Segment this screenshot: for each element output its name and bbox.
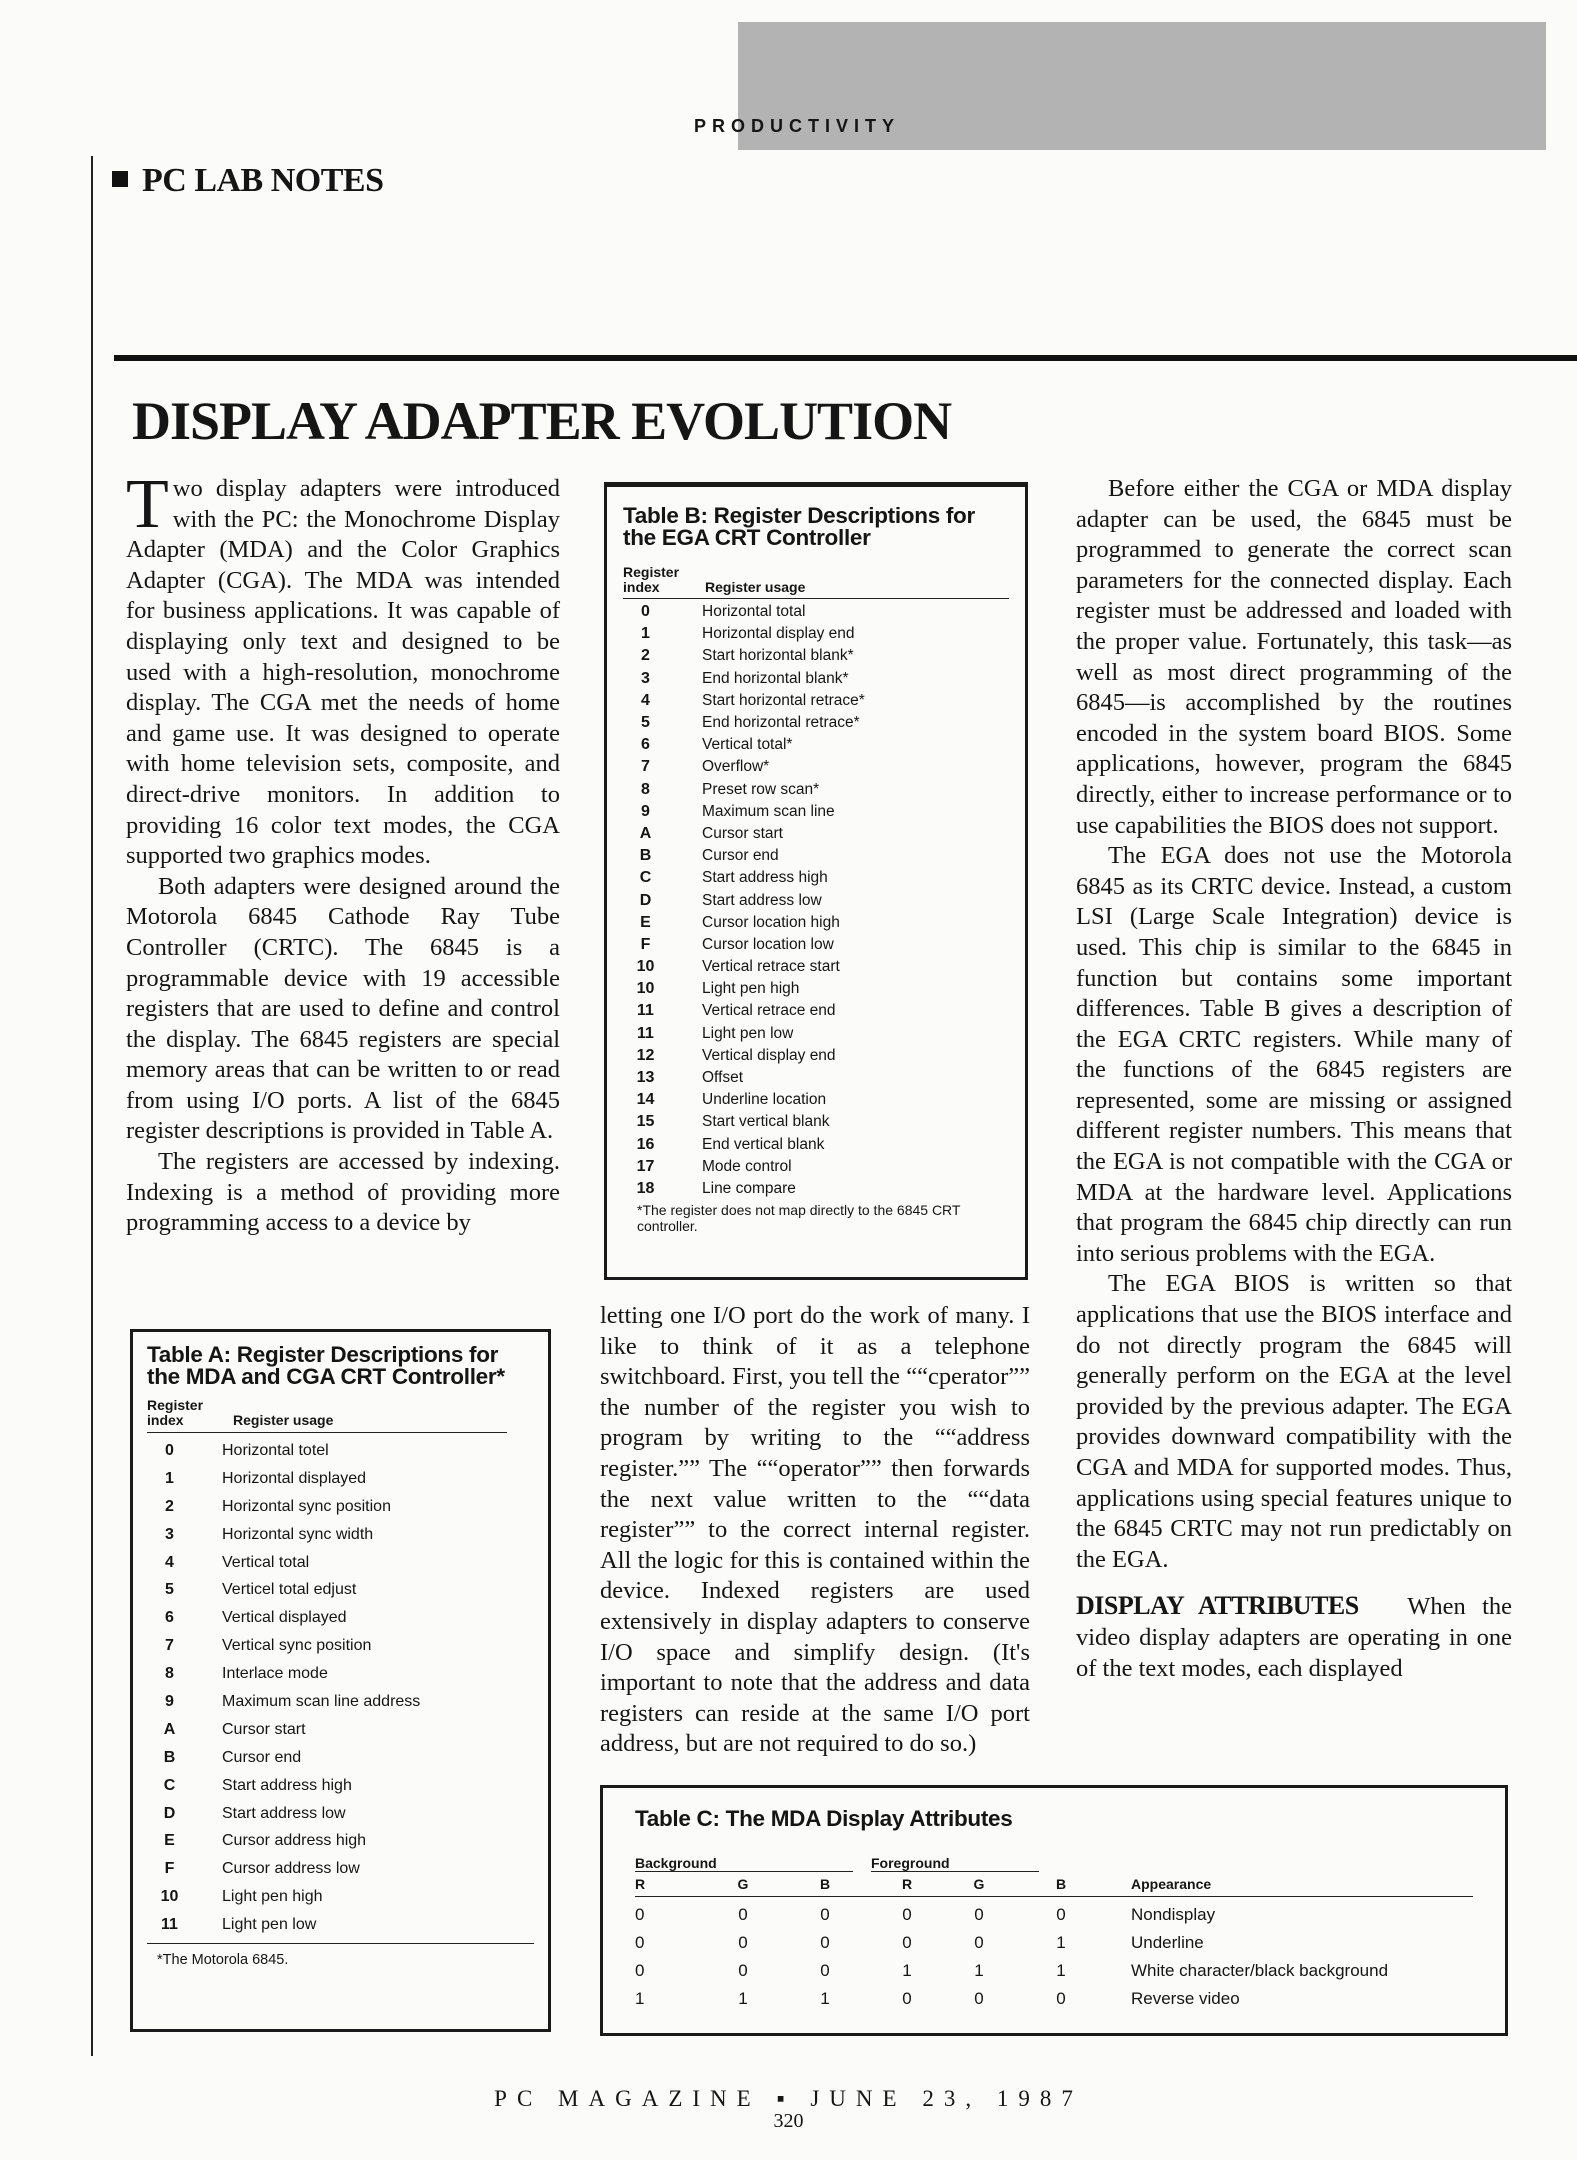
paragraph: DISPLAY ATTRIBUTES When the video display adapters are operating in one of the text modes, each displayed <box>1076 1591 1512 1682</box>
table-row <box>147 1716 534 1744</box>
column-title <box>112 162 384 200</box>
table-c <box>600 1785 1508 2036</box>
register-index: F <box>164 1860 175 1878</box>
paragraph: The EGA BIOS is written so that applications that use the BIOS interface and do not directly program the 6845 will generally perform on the EGA at the level provided by the previous adapter. The EGA provides downward compatibility with the CGA and MDA for supported modes. Thus, applications using special features unique to the 6845 CRTC may not run predictably on the EGA. <box>1076 1270 1512 1573</box>
table-footnote: *The register does not map directly to the 6845 CRT controller. <box>637 1202 961 1235</box>
table-row <box>147 1688 534 1716</box>
register-index: 15 <box>636 1113 655 1131</box>
table-row <box>623 823 1009 845</box>
register-usage: Preset row scan* <box>702 780 820 798</box>
table-a <box>130 1329 551 2032</box>
register-index: 9 <box>641 802 650 820</box>
register-index: 10 <box>160 1888 179 1906</box>
register-usage: Offset <box>702 1069 744 1087</box>
register-usage: Cursor end <box>702 847 779 865</box>
table-header <box>635 1872 1473 1897</box>
table-row <box>623 912 1009 934</box>
register-usage: Vertical retrace end <box>702 1002 836 1020</box>
register-usage: Cursor end <box>222 1748 302 1766</box>
table-row <box>623 1023 1009 1045</box>
register-usage: Horizontal displayed <box>222 1469 367 1487</box>
register-usage: Start horizontal blank* <box>702 647 854 665</box>
attribute-bit-fg-r: 1 <box>902 1961 912 1980</box>
register-index: 4 <box>165 1553 174 1571</box>
register-index: 9 <box>165 1692 174 1710</box>
register-usage: Start address low <box>222 1804 346 1822</box>
register-index: 13 <box>636 1069 655 1087</box>
table-row <box>623 623 1009 645</box>
register-index: 1 <box>641 625 650 643</box>
paragraph: The EGA does not use the Motorola 6845 as its CRTC device. Instead, a custom LSI (Large Scale Integration) device is used. This chip is similar to the 6845 in function but contains some important differences. Table B gives a description of the EGA CRTC registers. While many of the functions of the 6845 registers are represented, some are missing or assigned different register numbers. This means that the EGA is not compatible with the CGA or MDA at the hardware level. Applications that program the 6845 chip directly can run into serious problems with the EGA. <box>1076 842 1512 1267</box>
square-bullet-icon <box>112 171 128 187</box>
attribute-bit-fg-r: 0 <box>902 1989 912 2008</box>
column-header-bg-b: B <box>819 1876 831 1892</box>
register-index: 11 <box>637 1024 654 1042</box>
table-row <box>623 734 1009 756</box>
table-row <box>147 1632 534 1660</box>
page-folio: PC MAGAZINE ▪ JUNE 23, 1987 <box>494 2086 1083 2111</box>
register-usage: Cursor location low <box>702 935 834 953</box>
table-row <box>147 1800 534 1828</box>
table-row <box>623 601 1009 623</box>
table-title: Table A: Register Descriptions for the MDA and CGA CRT Controller* <box>147 1342 505 1389</box>
table-row <box>147 1521 534 1549</box>
register-index: 8 <box>641 780 650 798</box>
attribute-bit-fg-r: 0 <box>902 1905 912 1924</box>
register-index: 6 <box>165 1609 174 1627</box>
register-index: D <box>163 1804 176 1822</box>
attribute-bit-fg-b: 0 <box>1056 1905 1066 1924</box>
column-header-bg-r: R <box>635 1876 646 1892</box>
table-row <box>623 1000 1009 1022</box>
register-index: 1 <box>165 1469 174 1487</box>
table-row <box>623 690 1009 712</box>
table-row <box>147 1772 534 1800</box>
register-usage: Start vertical blank <box>702 1113 830 1131</box>
group-header-background: Background <box>635 1856 853 1872</box>
register-index: 0 <box>641 603 650 621</box>
register-usage: Vertical total* <box>702 736 793 754</box>
table-row <box>623 1156 1009 1178</box>
register-usage: Cursor location high <box>702 913 840 931</box>
attribute-bit-bg-b: 0 <box>820 1961 830 1980</box>
paragraph: Two display adapters were introduced with the PC: the Monochrome Display Adapter (MDA) and the Color Graphics Adapter (CGA). The MDA was intended for business applications. It was capable of displaying only text and designed to be used with a high-resolution, monochrome display. The CGA met the needs of home and game use. It was designed to operate with home television sets, composite, and direct-drive monitors. In addition to providing 16 color text modes, the CGA supported two graphics modes. <box>126 466 560 870</box>
register-usage: Start address high <box>702 869 828 887</box>
article-top-rule <box>114 355 1577 361</box>
register-index: 4 <box>641 691 650 709</box>
attribute-bit-bg-b: 0 <box>820 1905 830 1924</box>
register-usage: Mode control <box>702 1157 792 1175</box>
column-header-index: Register index <box>147 1397 204 1428</box>
table-row <box>623 956 1009 978</box>
article-column-3 <box>1076 474 1512 1684</box>
register-usage: Horizontal totel <box>222 1441 329 1459</box>
table-row <box>623 801 1009 823</box>
register-index: C <box>163 1776 176 1794</box>
register-index: E <box>164 1832 175 1850</box>
table-row <box>147 1493 534 1521</box>
register-index: 7 <box>165 1637 174 1655</box>
register-index: E <box>640 913 651 931</box>
group-header-foreground: Foreground <box>871 1856 1039 1872</box>
register-usage: Horizontal sync width <box>222 1525 374 1543</box>
register-usage: End horizontal blank* <box>702 669 849 687</box>
table-group-header <box>635 1856 1473 1872</box>
page-number: 320 <box>773 2110 804 2132</box>
column-title-text: PC LAB NOTES <box>142 162 384 199</box>
table-row <box>623 1089 1009 1111</box>
register-index: 10 <box>636 980 655 998</box>
table-row <box>623 1178 1009 1200</box>
attribute-bit-bg-g: 0 <box>738 1961 748 1980</box>
register-usage: Underline location <box>702 1091 827 1109</box>
table-row <box>623 645 1009 667</box>
register-index: A <box>163 1720 176 1738</box>
register-index: F <box>640 935 651 953</box>
register-usage: Vertical displayed <box>222 1609 347 1627</box>
attribute-bit-bg-b: 0 <box>820 1933 830 1952</box>
subhead: DISPLAY ATTRIBUTES <box>1076 1591 1359 1621</box>
paragraph: letting one I/O port do the work of many. I like to think of it as a telephone switchboard. First, you tell the ““cperator”” the number of the register you wish to program by writing to the ““address register.”” The ““operator”” then forwards the next value written to the ““data register”” to the correct internal register. All the logic for this is contained within the device. Indexed registers are used extensively in display adapters to conserve I/O space and simplify design. (It's important to note that the address and data registers can reside at the same I/O port address, but are not required to do so.) <box>600 1302 1030 1758</box>
register-usage: Start horizontal retrace* <box>702 691 865 709</box>
register-index: 16 <box>636 1135 655 1153</box>
paragraph: The registers are accessed by indexing. Indexing is a method of providing more programming access to a device by <box>126 1148 560 1237</box>
attribute-appearance: Nondisplay <box>1131 1905 1216 1924</box>
register-usage: Light pen low <box>222 1916 317 1934</box>
paragraph: Both adapters were designed around the Motorola 6845 Cathode Ray Tube Controller (CRTC). The 6845 is a programmable device with 19 accessible registers that are used to define and control the display. The 6845 registers are special memory areas that can be written to or read from using I/O ports. A list of the 6845 register descriptions is provided in Table A. <box>126 872 560 1145</box>
table-row <box>147 1911 534 1939</box>
table-row <box>635 1957 1473 1985</box>
register-usage: Overflow* <box>702 758 770 776</box>
attribute-bit-bg-g: 0 <box>738 1933 748 1952</box>
table-row <box>147 1549 534 1577</box>
attribute-appearance: White character/black background <box>1131 1961 1389 1980</box>
table-row <box>147 1465 534 1493</box>
table-body <box>133 1433 548 1939</box>
register-index: 7 <box>641 758 650 776</box>
table-row <box>147 1883 534 1911</box>
attribute-bit-fg-b: 0 <box>1056 1989 1066 2008</box>
table-row <box>635 1901 1473 1929</box>
register-index: 6 <box>641 736 650 754</box>
register-index: 17 <box>636 1157 655 1175</box>
table-body <box>607 599 1025 1200</box>
column-header-fg-b: B <box>1055 1876 1067 1892</box>
attribute-bit-bg-b: 1 <box>820 1989 830 2008</box>
register-index: B <box>163 1748 176 1766</box>
register-usage: Maximum scan line address <box>222 1692 421 1710</box>
attribute-appearance: Reverse video <box>1131 1989 1240 2008</box>
register-usage: Start address high <box>222 1776 352 1794</box>
register-usage: Interlace mode <box>222 1665 328 1683</box>
attribute-bit-bg-r: 0 <box>635 1961 645 1980</box>
register-index: 8 <box>165 1665 174 1683</box>
register-usage: Verticel total edjust <box>222 1581 357 1599</box>
register-usage: Cursor address low <box>222 1860 360 1878</box>
register-usage: Light pen low <box>702 1024 794 1042</box>
register-index: 3 <box>641 669 650 687</box>
attribute-bit-fg-g: 0 <box>974 1933 984 1952</box>
table-row <box>623 1111 1009 1133</box>
table-row <box>623 668 1009 690</box>
register-index: 3 <box>165 1525 174 1543</box>
table-row <box>147 1437 534 1465</box>
register-index: D <box>639 891 652 909</box>
register-usage: Vertical sync position <box>222 1637 372 1655</box>
table-row <box>147 1604 534 1632</box>
register-usage: Light pen high <box>222 1888 323 1906</box>
table-row <box>623 978 1009 1000</box>
table-row <box>623 1067 1009 1089</box>
table-body <box>635 1897 1473 2013</box>
register-usage: Vertical display end <box>702 1046 836 1064</box>
column-header-fg-r: R <box>901 1876 913 1892</box>
attribute-bit-fg-r: 0 <box>902 1933 912 1952</box>
table-title: Table C: The MDA Display Attributes <box>635 1806 1013 1831</box>
attribute-bit-fg-g: 1 <box>974 1961 984 1980</box>
register-index: 5 <box>641 714 650 732</box>
article-column-1 <box>126 466 560 1239</box>
table-row <box>623 712 1009 734</box>
table-row <box>147 1744 534 1772</box>
paragraph: Before either the CGA or MDA display adapter can be used, the 6845 must be programmed to generate the correct scan parameters for the connected display. Each register must be addressed and loaded with the proper value. Fortunately, this task—as well as most direct programming of the 6845—is accomplished by the routines encoded in the system board BIOS. Some applications, however, program the 6845 directly, either to increase performance or to use capabilities the BIOS does not support. <box>1076 475 1512 839</box>
register-index: C <box>639 869 652 887</box>
table-row <box>635 1985 1473 2013</box>
table-row <box>147 1827 534 1855</box>
register-usage: Cursor address high <box>222 1832 367 1850</box>
column-header-usage: Register usage <box>233 1412 334 1428</box>
register-usage: Maximum scan line <box>702 802 835 820</box>
register-usage: Start address low <box>702 891 822 909</box>
attribute-bit-fg-g: 0 <box>974 1989 984 2008</box>
register-index: A <box>639 824 652 842</box>
register-usage: End vertical blank <box>702 1135 825 1153</box>
article-column-2 <box>600 1301 1030 1760</box>
column-vertical-rule <box>91 156 93 2056</box>
attribute-appearance: Underline <box>1131 1933 1204 1952</box>
column-header-fg-g: G <box>973 1876 985 1892</box>
table-row <box>147 1855 534 1883</box>
register-index: 18 <box>636 1179 655 1197</box>
attribute-bit-bg-r: 0 <box>635 1933 645 1952</box>
attribute-bit-fg-b: 1 <box>1056 1961 1066 1980</box>
table-row <box>147 1576 534 1604</box>
table-title: Table B: Register Descriptions for the EGA CRT Controller <box>623 503 975 550</box>
register-usage: End horizontal retrace* <box>702 714 860 732</box>
register-index: 5 <box>165 1581 174 1599</box>
table-row <box>623 934 1009 956</box>
register-index: 0 <box>165 1441 174 1459</box>
register-usage: Vertical retrace start <box>702 958 840 976</box>
register-index: 12 <box>636 1046 655 1064</box>
register-index: 11 <box>161 1916 178 1934</box>
register-usage: Cursor start <box>222 1720 306 1738</box>
table-row <box>147 1660 534 1688</box>
register-usage: Horizontal total <box>702 603 806 621</box>
attribute-bit-bg-r: 1 <box>635 1989 645 2008</box>
register-index: B <box>639 847 652 865</box>
column-header-bg-g: G <box>737 1876 749 1892</box>
register-index: 2 <box>641 647 650 665</box>
table-row <box>635 1929 1473 1957</box>
register-usage: Light pen high <box>702 980 800 998</box>
column-header-index: Register index <box>623 564 680 595</box>
table-row <box>623 867 1009 889</box>
register-usage: Cursor start <box>702 824 783 842</box>
table-header <box>623 565 1009 595</box>
register-usage: Horizontal display end <box>702 625 855 643</box>
drop-cap: T <box>126 466 169 543</box>
table-row <box>623 1134 1009 1156</box>
table-row <box>623 756 1009 778</box>
register-usage: Horizontal sync position <box>222 1497 391 1515</box>
table-footnote: *The Motorola 6845. <box>157 1952 289 1969</box>
attribute-bit-bg-g: 1 <box>738 1989 748 2008</box>
table-b <box>604 482 1028 1280</box>
register-index: 14 <box>636 1091 655 1109</box>
table-row <box>623 845 1009 867</box>
column-header-usage: Register usage <box>705 579 806 595</box>
attribute-bit-fg-g: 0 <box>974 1905 984 1924</box>
column-header-appearance: Appearance <box>1131 1876 1212 1892</box>
attribute-bit-fg-b: 1 <box>1056 1933 1066 1952</box>
register-index: 2 <box>165 1497 174 1515</box>
table-row <box>623 779 1009 801</box>
register-usage: Line compare <box>702 1179 796 1197</box>
table-row <box>623 889 1009 911</box>
table-row <box>623 1045 1009 1067</box>
section-kicker: PRODUCTIVITY <box>694 116 901 136</box>
table-header <box>147 1398 534 1428</box>
attribute-bit-bg-r: 0 <box>635 1905 645 1924</box>
attribute-bit-bg-g: 0 <box>738 1905 748 1924</box>
register-index: 10 <box>636 958 655 976</box>
register-usage: Vertical total <box>222 1553 310 1571</box>
register-index: 11 <box>637 1002 654 1020</box>
article-headline: DISPLAY ADAPTER EVOLUTION <box>132 391 952 451</box>
